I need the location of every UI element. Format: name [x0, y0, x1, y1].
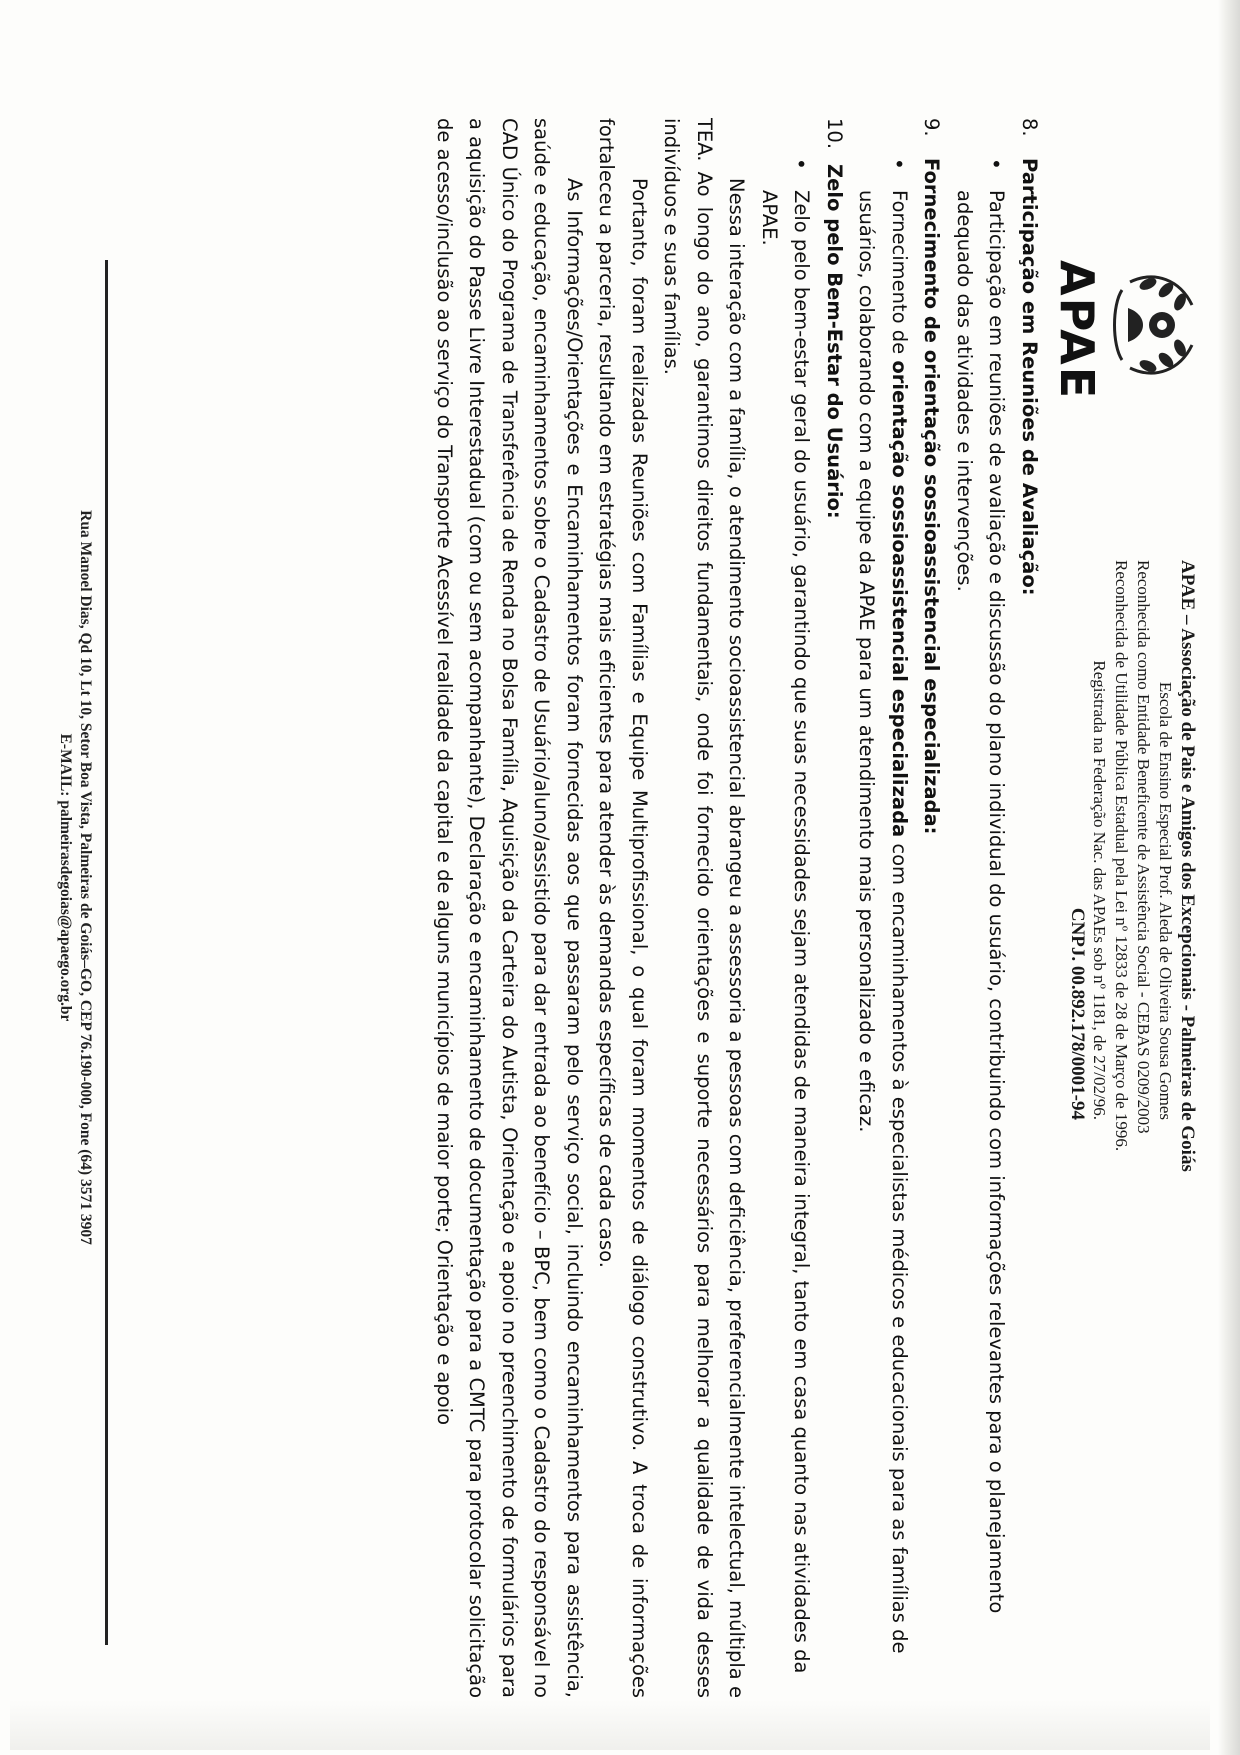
org-line-3: Reconhecida de Utilidade Pública Estadual pela Lei nº 12833 de 28 de Março de 1996. [1112, 560, 1131, 1152]
paragraph-interaction: Nessa interação com a família, o atendimento socioassistencial abrangeu a assessoria a pessoas com deficiência, preferencialmente intelectual, múltipla e TEA. Ao longo do ano, garantimos direitos fundamentais, onde foi fornecido orientações e suporte necessários para melhorar a qualidade de vida desses indivíduos e suas famílias. [660, 118, 749, 1698]
section-9-bullet-post: com encaminhamentos à especialistas médicos e educacionais para as famílias de usuários, colaborando com a equipe da APAE para um atendimento mais personalizado e eficaz. [855, 190, 911, 1654]
section-10-title: Zelo pelo Bem-Estar do Usuário: [823, 164, 846, 519]
footer-divider [105, 260, 108, 1645]
section-9-heading [915, 118, 948, 1698]
org-line-2: Reconhecida como Entidade Beneficente de Assistência Social - CEBAS 0209/2003 [1134, 560, 1153, 1134]
organization-info [1066, 560, 1198, 1172]
logo-text: APAE [1050, 260, 1104, 401]
section-9-number: 9. [920, 118, 944, 137]
section-10-number: 10. [823, 118, 846, 150]
section-8-title: Participação em Reuniões de Avaliação: [1018, 158, 1041, 596]
bullet-icon: • [887, 158, 911, 170]
section-10-bullet-text: Zelo pelo bem-estar geral do usuário, garantindo que suas necessidades sejam atendidas de maneira integral, tanto em casa quanto nas atividades da APAE. [758, 190, 814, 1674]
org-line-4: Registrada na Federação Nac. das APAEs sob nº 1181, de 27/02/96. [1090, 660, 1109, 1120]
apae-logo [1050, 260, 1200, 401]
bullet-icon: • [789, 158, 814, 170]
org-line-1: Escola de Ensino Especial Prof. Aleda de Oliveira Sousa Gomes [1156, 681, 1175, 1120]
section-9-bullet-pre: Fornecimento de [888, 190, 911, 361]
section-9-bullet [850, 118, 915, 1698]
bullet-icon: • [984, 158, 1009, 170]
paragraph-orientations: As Informações/Orientações e Encaminhamentos foram fornecidas aos que passaram pelo serviço social, incluindo encaminhamentos para assistência, saúde e educação, encaminhamentos sobre o Cadastro de Usuário/aluno/assistido para dar entrada ao benefício – BPC, bem como o Cadastro do responsável no CAD Único do Programa de Transferência de Renda no Bolsa Família, Aquisição da Carteira do Autista, Orientação e apoio no preenchimento de formulários para a aquisição do Passe Livre Interestadual (com ou sem acompanhante), Declaração e encaminhamento de documentação para a CMTC para protocolar solicitação de acesso/inclusão ao serviço do Transporte Acessível realidade da capital e de alguns municípios de maior porte; Orientação e apoio [433, 118, 586, 1698]
scan-edge-shadow [1218, 0, 1240, 1755]
section-8-bullet-text: Participação em reuniões de avaliação e discussão do plano individual do usuário, contribuindo com informações relevantes para o planejamento adequado das atividades e intervenções. [953, 190, 1009, 1614]
footer-address: Rua Manoel Dias, Qd 10, Lt 10, Setor Boa Vista, Palmeiras de Goiás–GO, CEP 76.190-000, Fone (64) 3571 3907 [77, 510, 94, 1245]
section-8-bullet [948, 118, 1013, 1698]
section-10-bullet [753, 118, 818, 1698]
section-10-heading [818, 118, 851, 1698]
cnpj: CNPJ. 00.892.178/0001-94 [1067, 907, 1088, 1120]
paragraph-meetings: Portanto, foram realizadas Reuniões com Famílias e Equipe Multiprofissional, o qual foram momentos de diálogo construtivo. A troca de informações fortaleceu a parceria, resultando em estratégias mais eficientes para atender às demandas específicas de cada caso. [595, 118, 651, 1698]
section-8-heading [1013, 118, 1046, 1698]
document-body [428, 118, 1046, 1698]
apae-emblem-icon [1105, 270, 1200, 380]
section-8-number: 8. [1018, 118, 1041, 137]
section-9-title: Fornecimento de orientação sossioassistencial especializada: [920, 158, 944, 835]
footer [55, 0, 95, 1755]
scan-edge-noise [10, 1700, 1210, 1750]
organization-name: APAE – Associação de Pais e Amigos dos Excepcionais - Palmeiras de Goiás [1177, 560, 1198, 1172]
footer-email: E-MAIL: palmeirasdegoias@apaego.org.br [57, 733, 74, 1022]
section-9-bullet-bold: orientação sossioassistencial especializada [888, 360, 911, 838]
letterhead [1050, 260, 1200, 1680]
